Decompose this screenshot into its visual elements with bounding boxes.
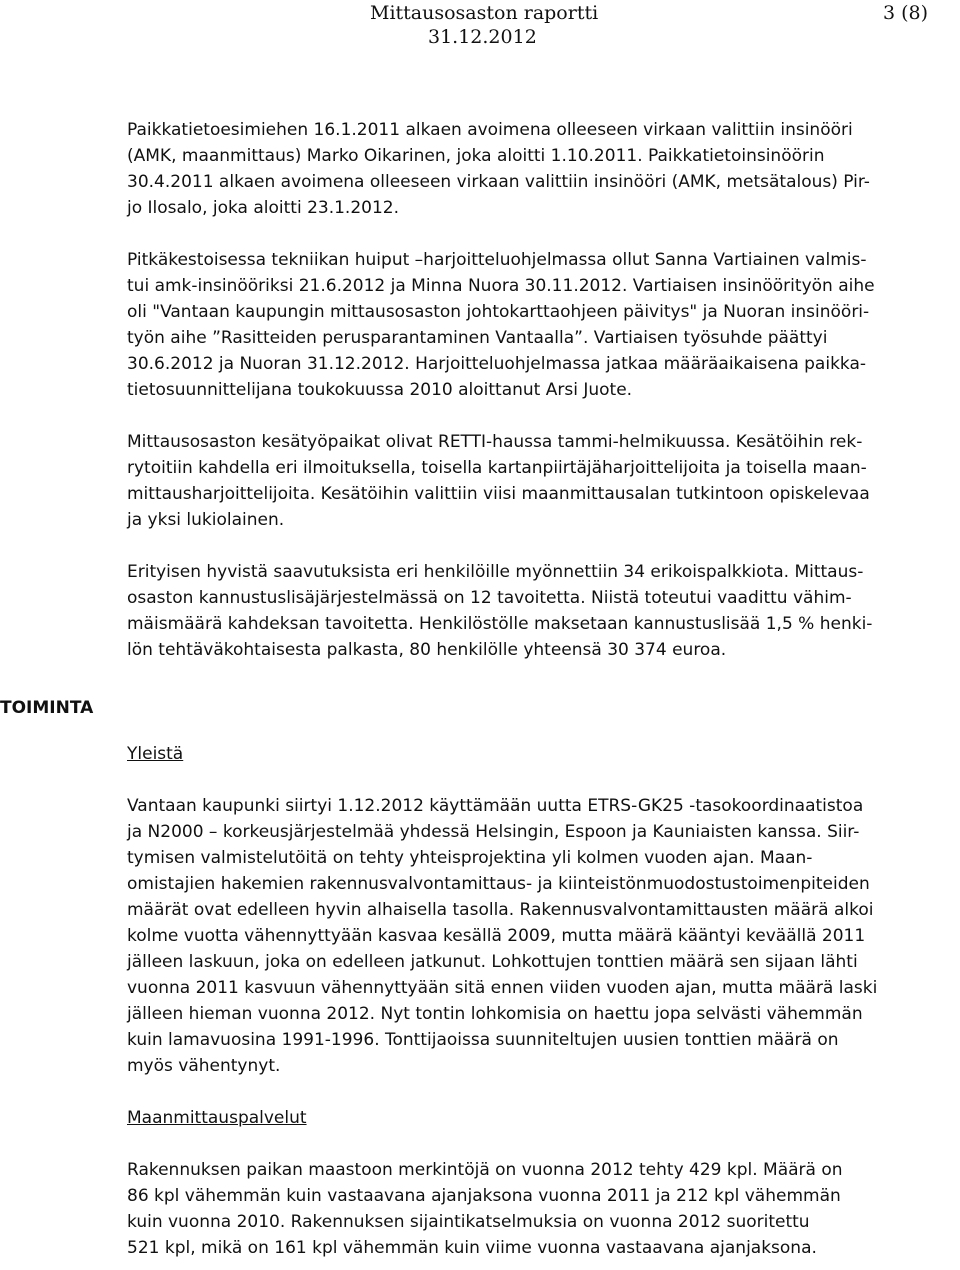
- text-line: tietosuunnittelijana toukokuussa 2010 aloittanut Arsi Juote.: [127, 380, 633, 400]
- section-label-toiminta: TOIMINTA: [0, 698, 94, 718]
- paragraph-summer-jobs: [127, 429, 953, 533]
- text-line: omistajien hakemien rakennusvalvontamittaus- ja kiinteistönmuodostustoimenpiteiden: [127, 874, 870, 894]
- text-line: ja N2000 – korkeusjärjestelmää yhdessä Helsingin, Espoon ja Kauniaisten kanssa. Siir-: [127, 822, 860, 842]
- text-line: Paikkatietoesimiehen 16.1.2011 alkaen avoimena olleeseen virkaan valittiin insinööri: [127, 120, 853, 140]
- text-line: 30.6.2012 ja Nuoran 31.12.2012. Harjoitteluohjelmassa jatkaa määräaikaisena paikka-: [127, 354, 867, 374]
- text-line: Mittausosaston kesätyöpaikat olivat RETTI-haussa tammi-helmikuussa. Kesätöihin rek-: [127, 432, 863, 452]
- section-heading-general: Yleistä: [127, 744, 184, 764]
- text-line: mäismäärä kahdeksan tavoitetta. Henkilöstölle maksetaan kannustuslisää 1,5 % henki-: [127, 614, 873, 634]
- report-title: Mittausosaston raportti: [370, 2, 599, 24]
- document-body: [127, 117, 953, 1261]
- text-line: tui amk-insinööriksi 21.6.2012 ja Minna Nuora 30.11.2012. Vartiaisen insinöörityön aihe: [127, 276, 875, 296]
- text-line: kuin vuonna 2010. Rakennuksen sijaintikatselmuksia on vuonna 2012 suoritettu: [127, 1212, 810, 1232]
- paragraph-appointments: [127, 117, 953, 221]
- text-line: myös vähentynyt.: [127, 1056, 281, 1076]
- text-line: 30.4.2011 alkaen avoimena olleeseen virkaan valittiin insinööri (AMK, metsätalous) Pir-: [127, 172, 870, 192]
- page-number: 3 (8): [883, 2, 929, 24]
- text-line: tymisen valmistelutöitä on tehty yhteisprojektina yli kolmen vuoden ajan. Maan-: [127, 848, 813, 868]
- paragraph-surveying-services: [127, 1157, 953, 1261]
- paragraph-bonuses: [127, 559, 953, 663]
- text-line: osaston kannustuslisäjärjestelmässä on 12 tavoitetta. Niistä toteutui vaadittu vähim-: [127, 588, 852, 608]
- paragraph-general: [127, 793, 953, 1079]
- text-line: ja yksi lukiolainen.: [127, 510, 285, 530]
- text-line: (AMK, maanmittaus) Marko Oikarinen, joka aloitti 1.10.2011. Paikkatietoinsinöörin: [127, 146, 825, 166]
- text-line: määrät ovat edelleen hyvin alhaisella tasolla. Rakennusvalvontamittausten määrä alkoi: [127, 900, 874, 920]
- text-line: Erityisen hyvistä saavutuksista eri henkilöille myönnettiin 34 erikoispalkkiota. Mittaus-: [127, 562, 864, 582]
- report-date: 31.12.2012: [428, 26, 537, 48]
- text-line: vuonna 2011 kasvuun vähennyttyään sitä ennen viiden vuoden ajan, mutta määrä laski: [127, 978, 878, 998]
- text-line: kolme vuotta vähennyttyään kasvaa kesällä 2009, mutta määrä kääntyi keväällä 2011: [127, 926, 866, 946]
- text-line: 86 kpl vähemmän kuin vastaavana ajanjaksona vuonna 2011 ja 212 kpl vähemmän: [127, 1186, 841, 1206]
- text-line: mittausharjoittelijoita. Kesätöihin valittiin viisi maanmittausalan tutkintoon opiskelevaa: [127, 484, 870, 504]
- text-line: rytoitiin kahdella eri ilmoituksella, toisella kartanpiirtäjäharjoittelijoita ja toisella maan-: [127, 458, 867, 478]
- text-line: oli "Vantaan kaupungin mittausosaston johtokarttaohjeen päivitys" ja Nuoran insinööri-: [127, 302, 870, 322]
- page-header: [0, 2, 960, 50]
- text-line: työn aihe ”Rasitteiden perusparantaminen Vantaalla”. Vartiaisen työsuhde päättyi: [127, 328, 828, 348]
- text-line: jälleen hieman vuonna 2012. Nyt tontin lohkomisia on haettu jopa selvästi vähemmän: [127, 1004, 863, 1024]
- text-line: jälleen laskuun, joka on edelleen jatkunut. Lohkottujen tonttien määrä sen sijaan lähti: [127, 952, 858, 972]
- text-line: kuin lamavuosina 1991-1996. Tonttijaoissa suunniteltujen uusien tonttien määrä on: [127, 1030, 839, 1050]
- text-line: Vantaan kaupunki siirtyi 1.12.2012 käyttämään uutta ETRS-GK25 -tasokoordinaatistoa: [127, 796, 864, 816]
- text-line: jo Ilosalo, joka aloitti 23.1.2012.: [127, 198, 400, 218]
- section-heading-surveying-services: Maanmittauspalvelut: [127, 1108, 307, 1128]
- text-line: Rakennuksen paikan maastoon merkintöjä on vuonna 2012 tehty 429 kpl. Määrä on: [127, 1160, 843, 1180]
- text-line: 521 kpl, mikä on 161 kpl vähemmän kuin viime vuonna vastaavana ajanjaksona.: [127, 1238, 817, 1258]
- text-line: Pitkäkestoisessa tekniikan huiput –harjoitteluohjelmassa ollut Sanna Vartiainen valmis-: [127, 250, 867, 270]
- text-line: lön tehtäväkohtaisesta palkasta, 80 henkilölle yhteensä 30 374 euroa.: [127, 640, 727, 660]
- paragraph-trainees: [127, 247, 953, 403]
